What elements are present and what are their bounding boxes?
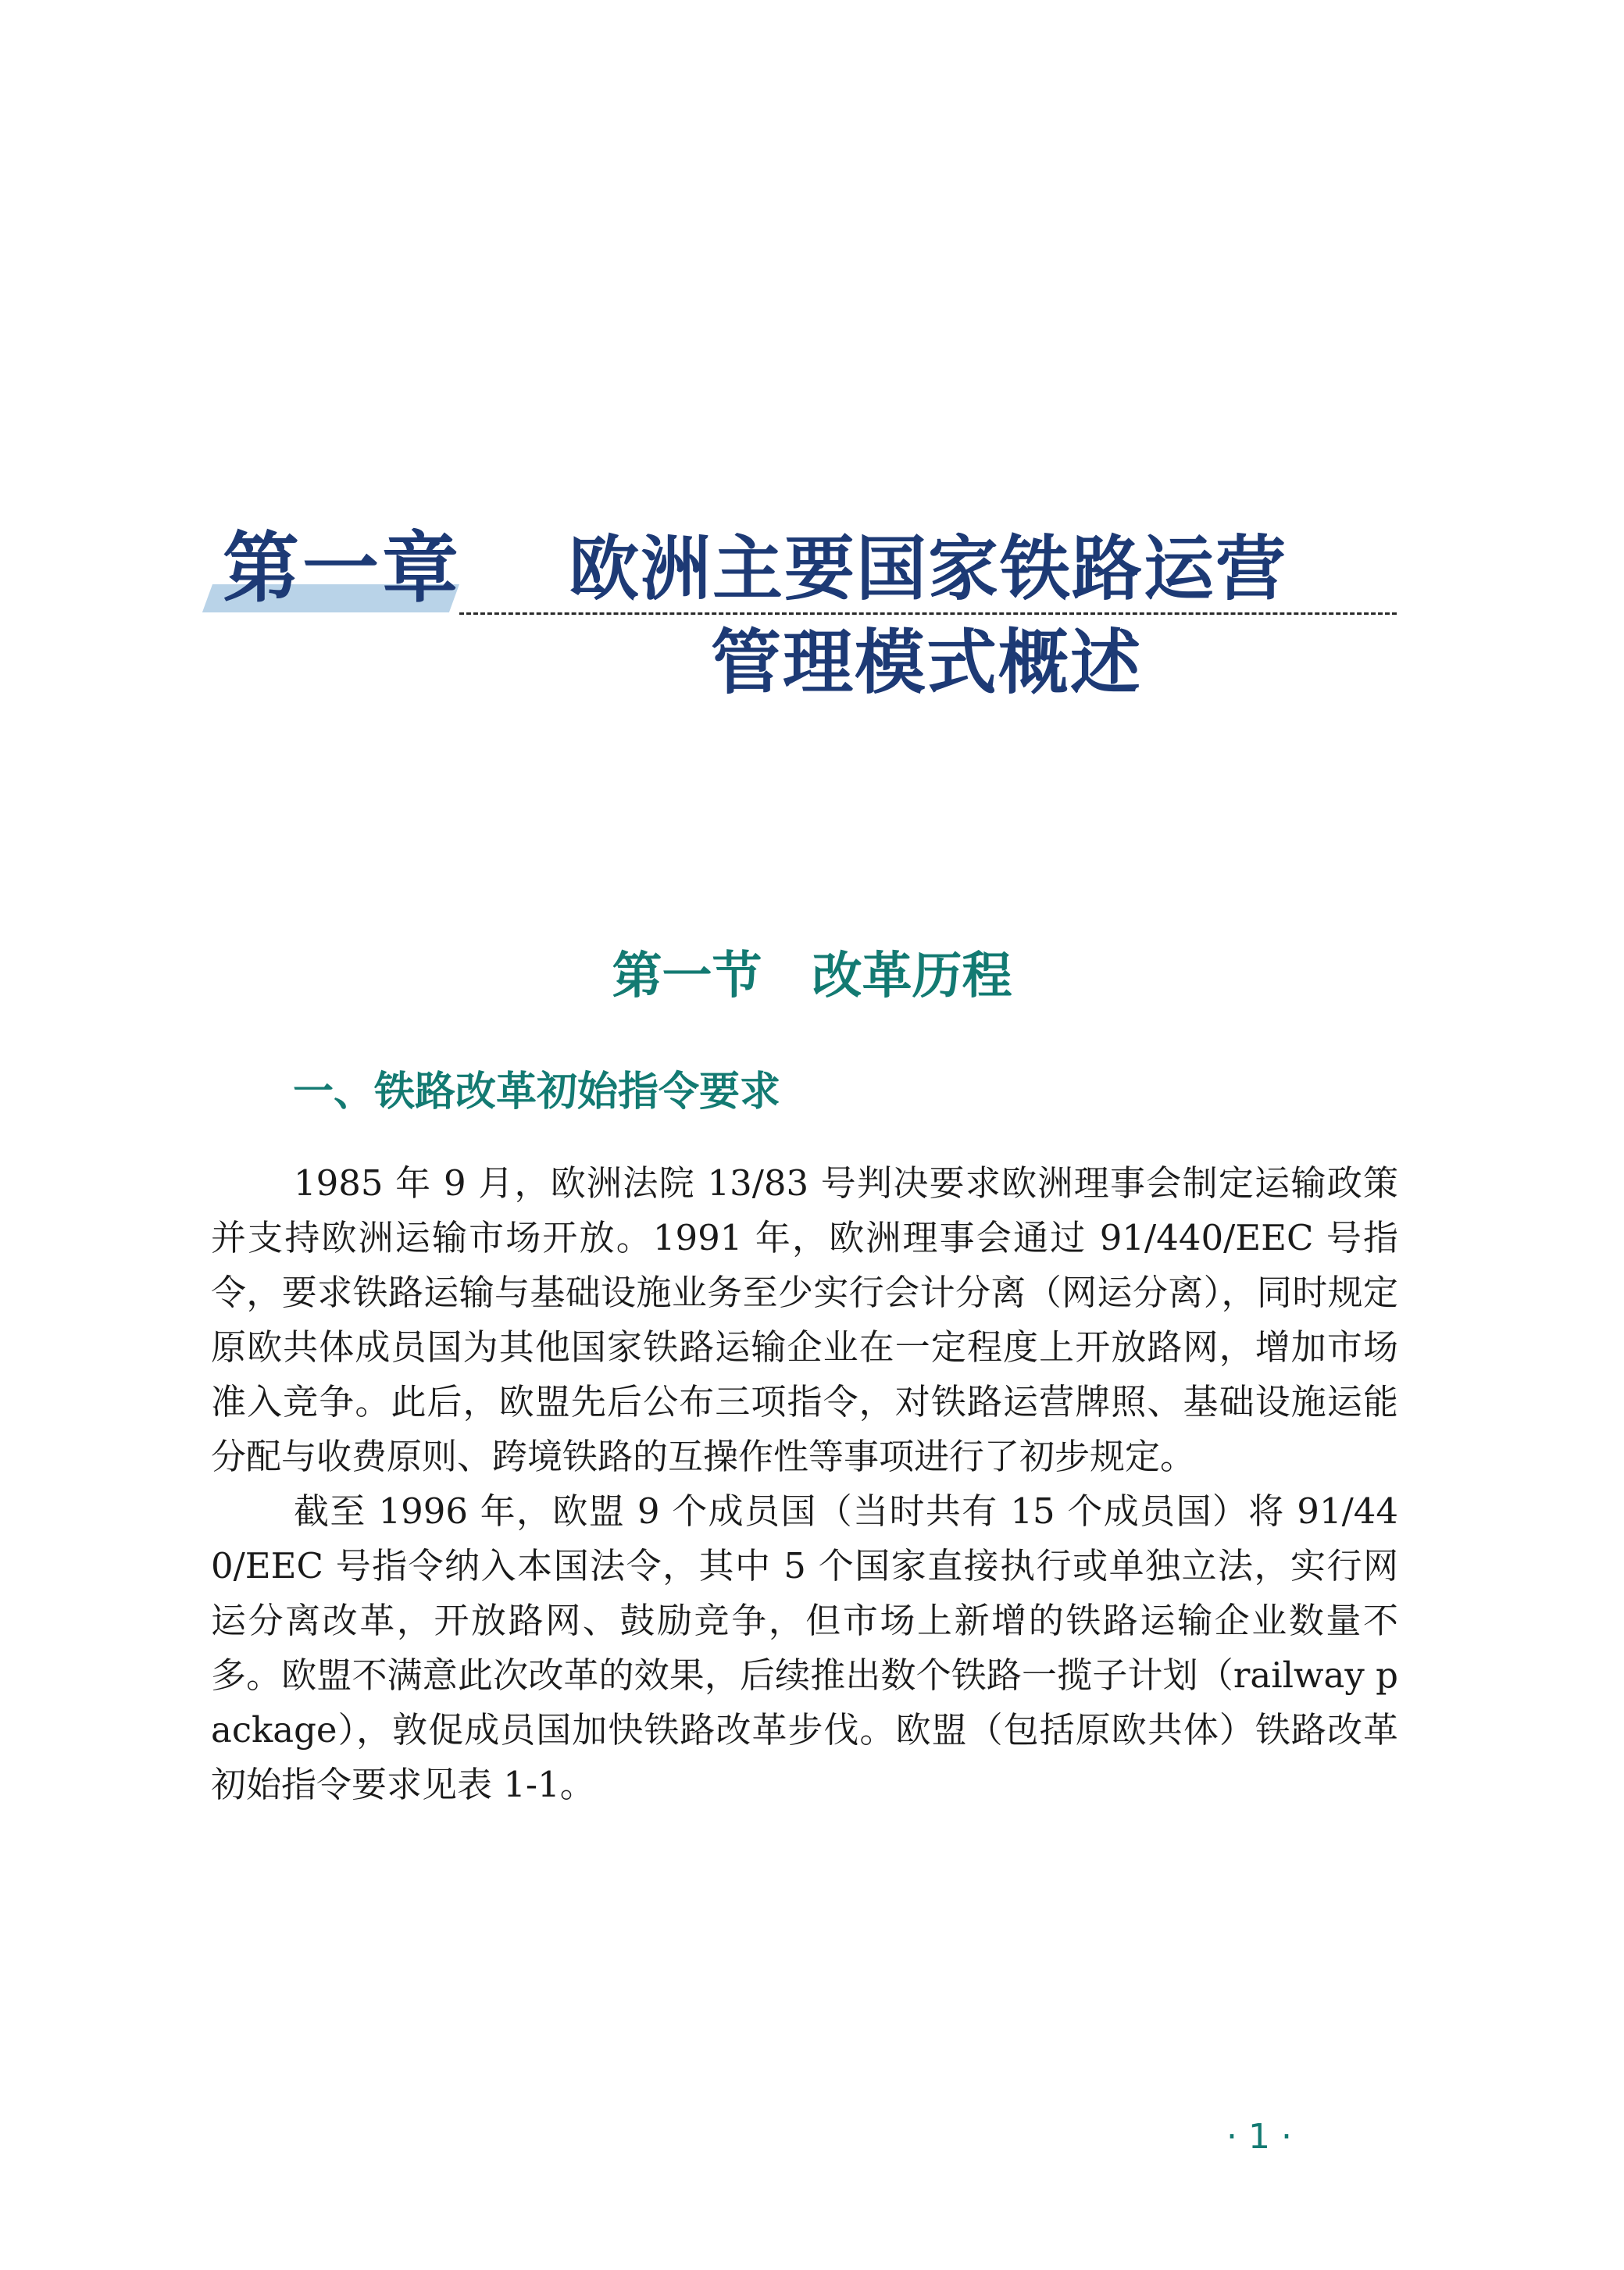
chapter-label: 第一章 <box>223 524 462 613</box>
section-title: 第一节 改革历程 <box>612 948 1012 1005</box>
paragraph: 截至 1996 年，欧盟 9 个成员国（当时共有 15 个成员国）将 91/440/EEC 号指令纳入本国法令，其中 5 个国家直接执行或单独立法，实行网运分离改革，开放路网、鼓励竞争，但市场上新增的铁路运输企业数量不多。欧盟不满意此次改革的效果，后续推出数个铁路一揽子计划（railway package），敦促成员国加快铁路改革步伐。欧盟（包括原欧共体）铁路改革初始指令要求见表 1-1。 <box>211 1490 1398 1805</box>
body-text <box>211 1156 1398 1812</box>
subsection-title: 一、铁路改革初始指令要求 <box>293 1069 781 1115</box>
chapter-title-line1: 欧洲主要国家铁路运营 <box>569 527 1287 610</box>
page-number: ·1· <box>1226 2117 1303 2157</box>
chapter-title-line2: 管理模式概述 <box>711 621 1142 704</box>
paragraph: 1985 年 9 月，欧洲法院 13/83 号判决要求欧洲理事会制定运输政策并支持欧洲运输市场开放。1991 年，欧洲理事会通过 91/440/EEC 号指令，要求铁路运输与基础设施业务至少实行会计分离（网运分离），同时规定原欧共体成员国为其他国家铁路运输企业在一定程度上开放路网，增加市场准入竞争。此后，欧盟先后公布三项指令，对铁路运营牌照、基础设施运能分配与收费原则、跨境铁路的互操作性等事项进行了初步规定。 <box>211 1162 1398 1477</box>
